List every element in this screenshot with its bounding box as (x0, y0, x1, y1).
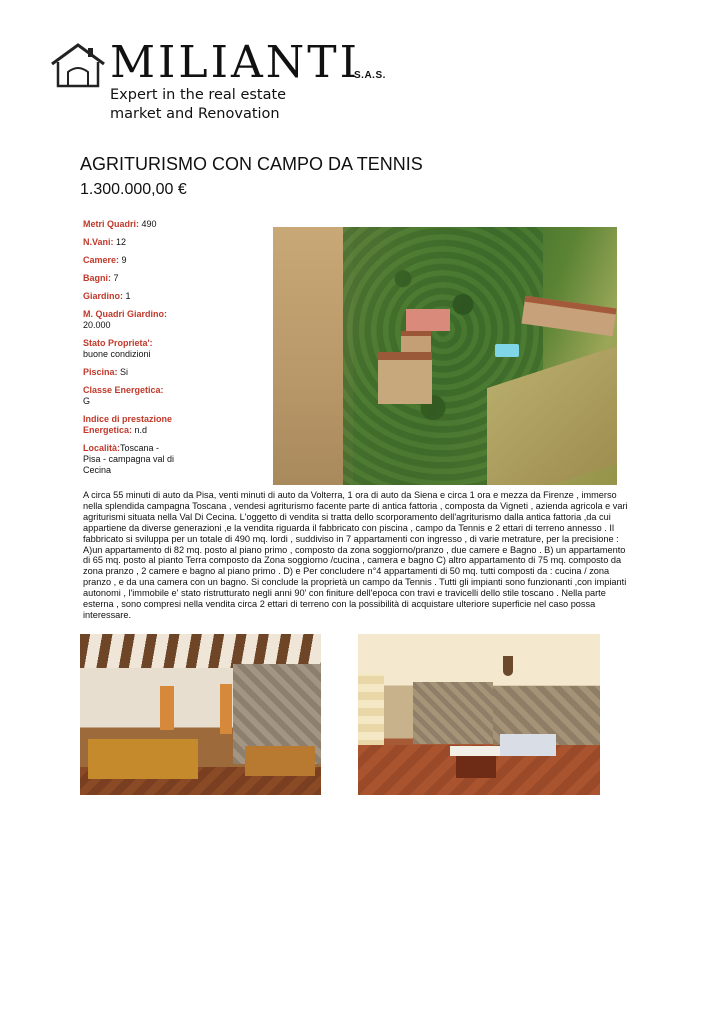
spec-list (83, 219, 175, 483)
living-room-photo (358, 634, 600, 795)
tagline-line-2: market and Renovation (110, 106, 280, 122)
photo-tennis-court (406, 309, 450, 331)
tagline-line-1: Expert in the real estate (110, 87, 287, 103)
spec-label: Stato Proprieta': (83, 338, 153, 348)
spec-mq-giardino (83, 309, 175, 331)
spec-piscina (83, 367, 175, 378)
spec-n-vani (83, 237, 175, 248)
photo-bed (88, 739, 198, 779)
spec-label: Piscina: (83, 367, 118, 377)
spec-stato-proprieta (83, 338, 175, 360)
aerial-property-photo (273, 227, 617, 485)
brand-tagline (110, 86, 286, 124)
photo-bed (245, 746, 315, 776)
spec-giardino (83, 291, 175, 302)
house-icon (50, 42, 106, 88)
spec-label: Classe Energetica: (83, 385, 164, 395)
photo-field-left (273, 227, 353, 485)
photo-fireplace (413, 682, 493, 744)
photo-chairs (456, 756, 496, 778)
spec-value: 9 (121, 255, 127, 265)
spec-indice-prestazione (83, 414, 175, 436)
photo-table (450, 746, 500, 756)
photo-main-building (378, 352, 432, 404)
photo-sofa (500, 734, 556, 756)
spec-value: 7 (113, 273, 119, 283)
spec-value: 20.000 (83, 320, 111, 330)
photo-chandelier (503, 656, 513, 676)
spec-value: 490 (141, 219, 157, 229)
brand-suffix: S.A.S. (354, 70, 386, 81)
company-logo (50, 37, 410, 130)
brand-name: MILIANTI (110, 37, 361, 88)
spec-label: M. Quadri Giardino: (83, 309, 168, 319)
listing-title: AGRITURISMO CON CAMPO DA TENNIS (80, 154, 423, 174)
spec-label: N.Vani: (83, 237, 114, 247)
bedroom-photo (80, 634, 321, 795)
spec-label: Località: (83, 443, 121, 453)
spec-label: Giardino: (83, 291, 123, 301)
photo-curtain (160, 686, 174, 730)
spec-localita (83, 443, 175, 476)
spec-value: Toscana - Pisa - campagna val di Cecina (83, 443, 175, 475)
spec-metri-quadri (83, 219, 175, 230)
spec-label: Camere: (83, 255, 120, 265)
spec-bagni (83, 273, 175, 284)
listing-description: A circa 55 minuti di auto da Pisa, venti minuti di auto da Volterra, 1 ora di auto da Siena e circa 1 ora e mezza da Firenze , immerso nella splendida campagna Toscana , vendesi agriturismo facente parte di antica fattoria , composta da Vigneti , azienda agricola e vari agriturismi situata nella Val Di Cecina. L'oggetto di vendita si tratta dello scorporamento dell'agriturismo dalla antica fattoria ,da cui appartiene da diverse generazioni ,e la vendita riguarda il fabbricato con piscina , campo da Tennis e 2 ettari di terreno annesso . Il fabbricato si sviluppa per un totale di 490 mq. lordi , suddiviso in 7 appartamenti con ingresso , di varie metrature, per la precisione : A)un appartamento di 82 mq. posto al piano primo , composto da zona soggiorno/pranzo , due camere e Bagno . B) un appartamento di 65 mq. posto al pianto Terra composto da Zona soggiorno /cucina , camera e bagno C) altro appartamento di 75 mq. composto da zona pranzo , 2 camere e bagno al piano primo . D) e Per concludere n°4 appartamenti di 50 mq. tutti composti da : cucina / zona pranzo , e da una camera con un bagno. Si conclude la proprietà un campo da Tennis . Tutti gli impianti sono funzionanti ,con impianti autonomi , l'immobile e' stato ristrutturato negli anni 90' con finiture dell'epoca con travi e travicelli dello stile toscano . Nella parte esterna , sono compresi nella vendita circa 2 ettari di terreno con la possibilità di acquistare ulteriore superficie nel caso possa interessare. (83, 490, 628, 620)
spec-value: n.d (134, 425, 148, 435)
spec-value: G (83, 396, 91, 406)
spec-classe-energetica (83, 385, 175, 407)
spec-value: 1 (125, 291, 131, 301)
spec-value: buone condizioni (83, 349, 151, 359)
spec-label: Metri Quadri: (83, 219, 140, 229)
spec-label: Indice di prestazione Energetica: (83, 414, 173, 435)
photo-ceiling-beams (80, 634, 321, 668)
spec-camere (83, 255, 175, 266)
listing-price: 1.300.000,00 € (80, 181, 187, 198)
photo-pool (495, 344, 519, 357)
spec-label: Bagni: (83, 273, 111, 283)
spec-value: Si (120, 367, 129, 377)
photo-outbuilding (401, 331, 431, 354)
spec-value: 12 (116, 237, 127, 247)
photo-curtain (220, 684, 232, 734)
